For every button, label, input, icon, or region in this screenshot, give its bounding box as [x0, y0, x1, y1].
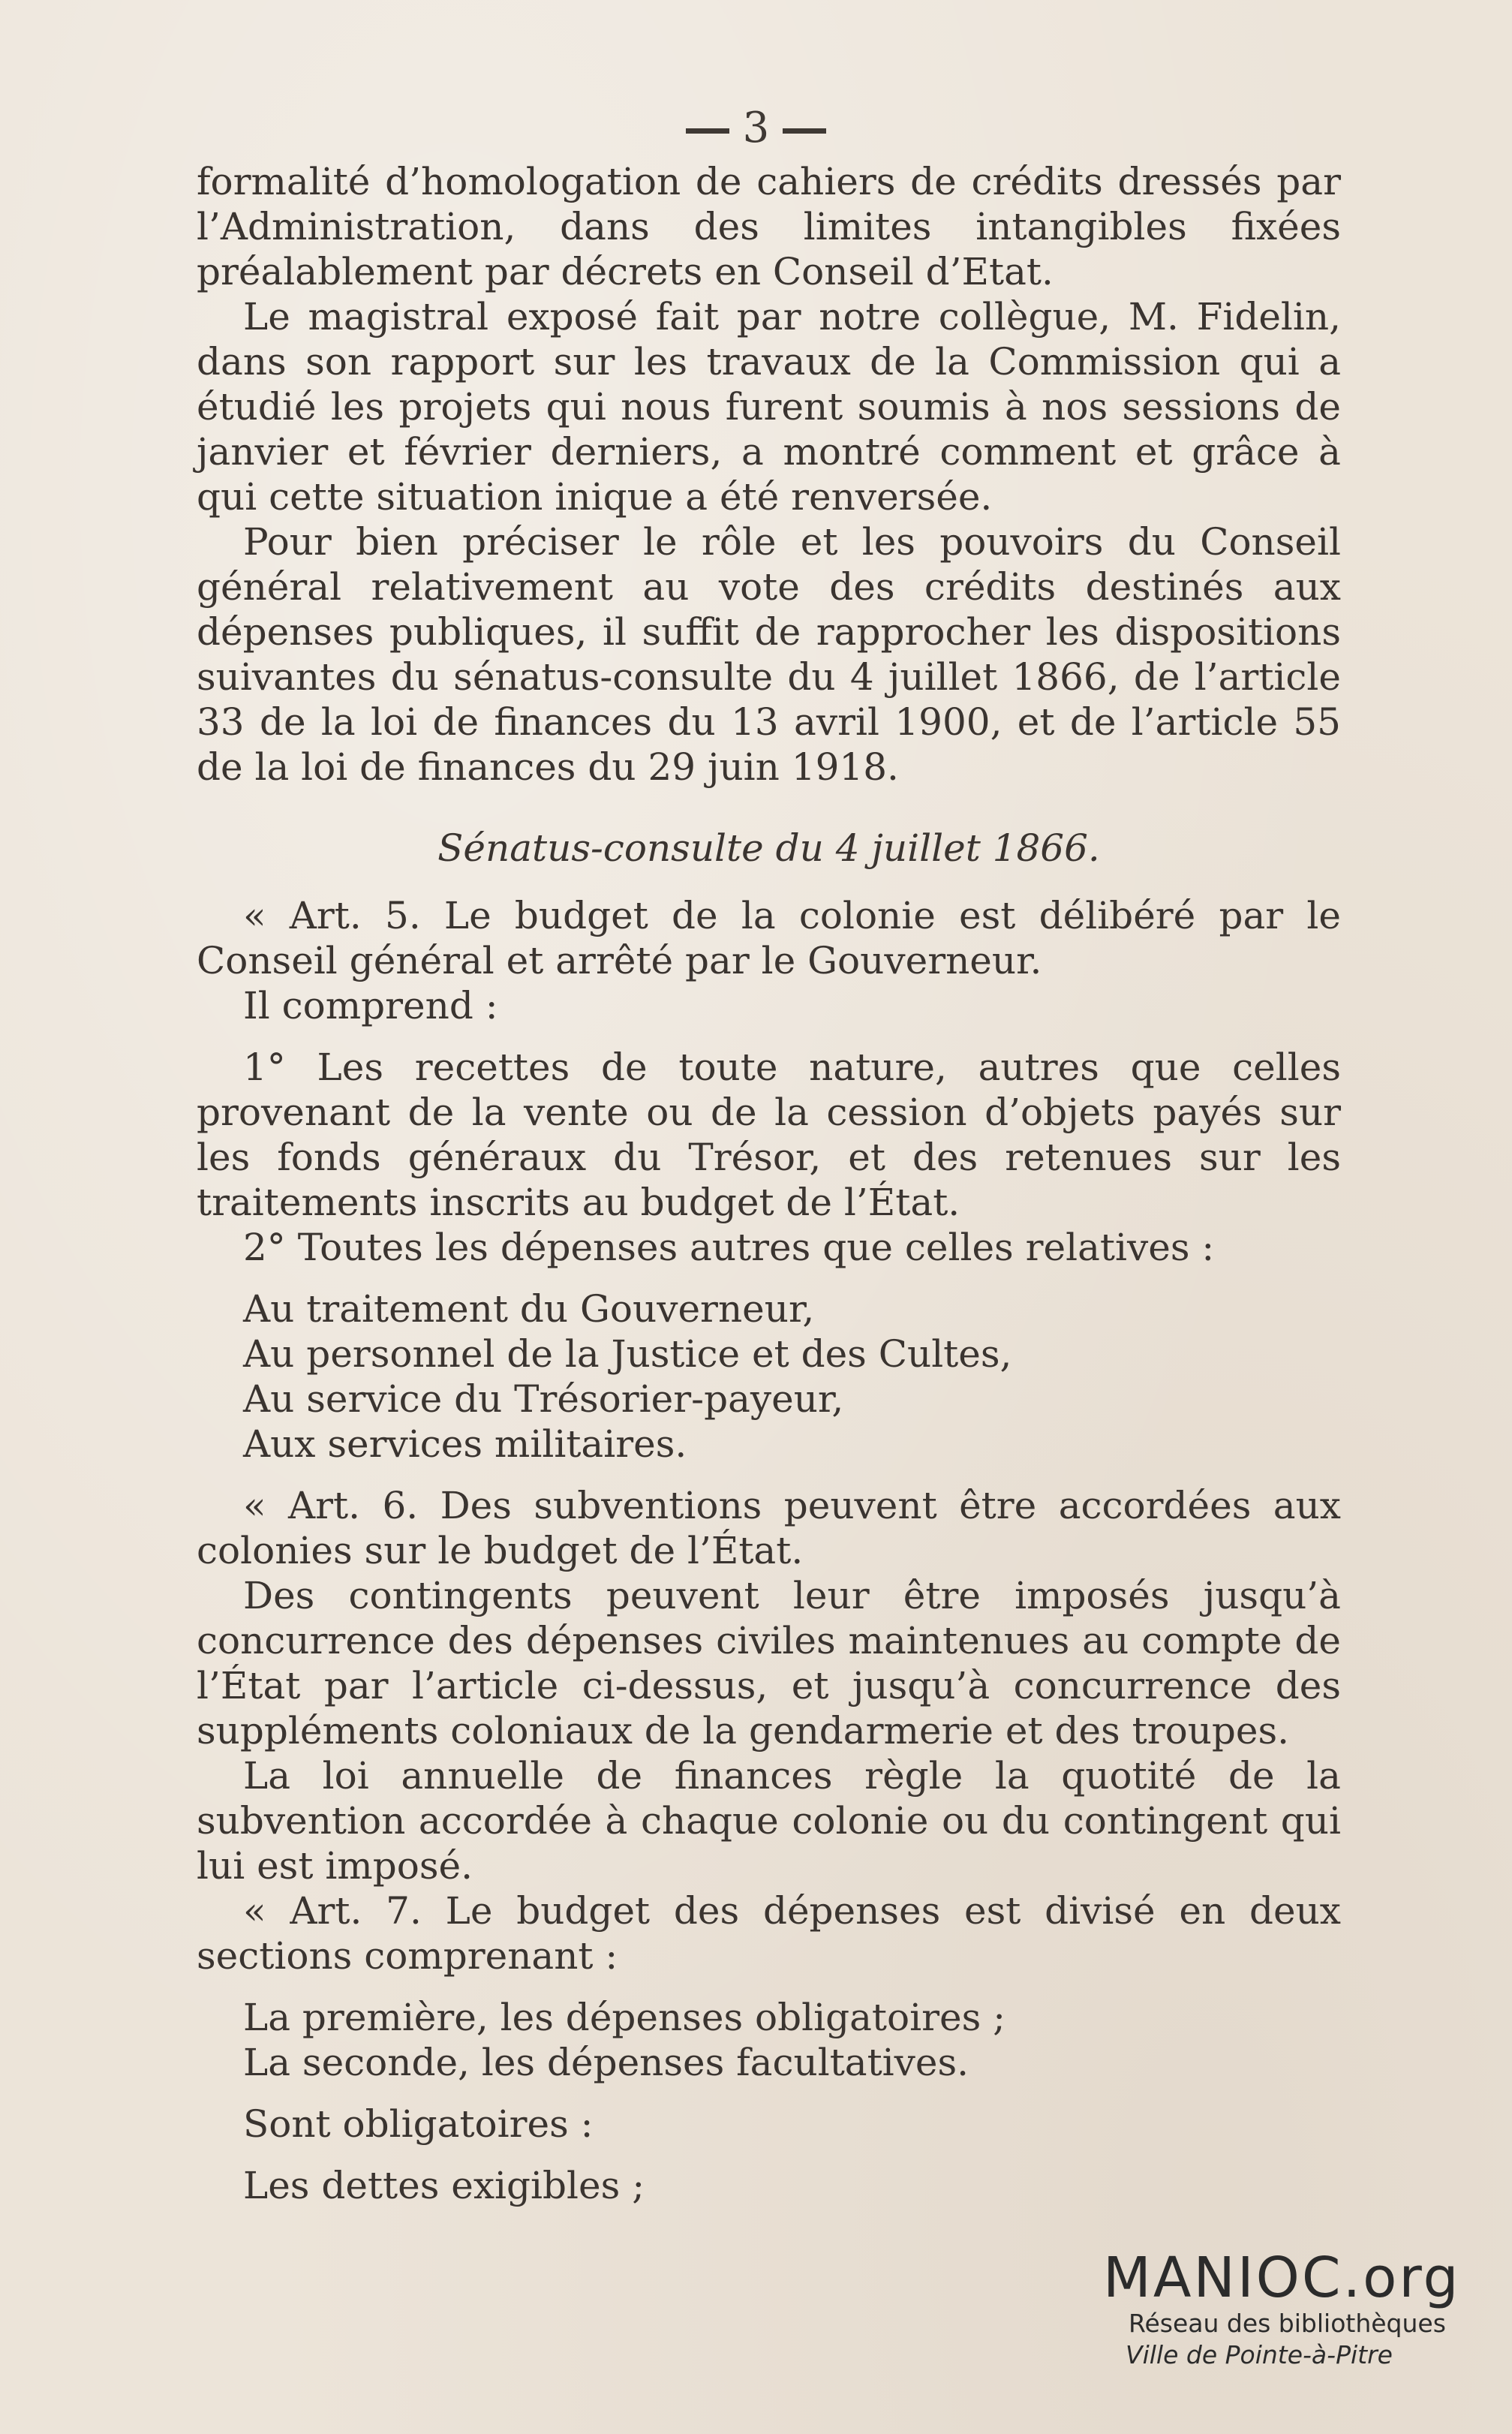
art7-intro: « Art. 7. Le budget des dépenses est divisé en deux sections comprenant :	[197, 1889, 1341, 1978]
art5-intro: « Art. 5. Le budget de la colonie est délibéré par le Conseil général et arrêté par le Gouverneur.	[197, 894, 1341, 982]
paragraph-fidelin: Le magistral exposé fait par notre collègue, M. Fidelin, dans son rapport sur les travaux de la Commission qui a étudié les projets qui nous furent soumis à nos sessions de janvier et février derniers, a montré comment et grâce à qui cette situation inique a été renversée.	[197, 295, 1341, 519]
articles-text	[197, 893, 1341, 2208]
art7-list-item: La première, les dépenses obligatoires ;	[243, 1996, 1005, 2039]
paragraph-continued: formalité d’homologation de cahiers de crédits dressés par l’Administration, dans des limites intangibles fixées préalablement par décrets en Conseil d’Etat.	[197, 160, 1341, 293]
art7-list-item: La seconde, les dépenses facultatives.	[243, 2041, 969, 2084]
art7-dettes: Les dettes exigibles ;	[243, 2164, 645, 2207]
paragraph-role: Pour bien préciser le rôle et les pouvoirs du Conseil général relativement au vote des crédits destinés aux dépenses publiques, il suffit de rapprocher les dispositions suivantes du sénatus-consulte du 4 juillet 1866, de l’article 33 de la loi de finances du 13 avril 1900, et de l’article 55 de la loi de finances du 29 juin 1918.	[197, 520, 1341, 789]
page-number	[0, 104, 1512, 152]
art5-item-1: 1° Les recettes de toute nature, autres que celles provenant de la vente ou de la cession d’objets payés sur les fonds généraux du Trésor, et des retenues sur les traitements inscrits au budget de l’État.	[197, 1046, 1341, 1224]
art7-obligatoires: Sont obligatoires :	[243, 2102, 594, 2146]
art5-list-item: Aux services militaires.	[243, 1422, 687, 1466]
manioc-watermark	[1103, 2248, 1478, 2371]
art5-list-item: Au service du Trésorier-payeur,	[243, 1377, 844, 1421]
dash-left	[686, 128, 729, 134]
watermark-brand: MANIOC.org	[1103, 2246, 1461, 2310]
watermark-city: Ville de Pointe-à-Pitre	[1126, 2340, 1393, 2369]
page-number-value: 3	[742, 104, 770, 152]
art5-list-item: Au traitement du Gouverneur,	[243, 1287, 815, 1331]
art6-loi: La loi annuelle de finances règle la quotité de la subvention accordée à chaque colonie ou du contingent qui lui est imposé.	[197, 1754, 1341, 1888]
art6-intro: « Art. 6. Des subventions peuvent être accordées aux colonies sur le budget de l’État.	[197, 1484, 1341, 1572]
art6-contingents: Des contingents peuvent leur être imposés jusqu’à concurrence des dépenses civiles maintenues au compte de l’État par l’article ci-dessus, et jusqu’à concurrence des suppléments coloniaux de la gendarmerie et des troupes.	[197, 1574, 1341, 1753]
intro-text	[197, 159, 1341, 790]
art5-comprend: Il comprend :	[243, 984, 498, 1027]
dash-right	[783, 128, 826, 134]
section-heading: Sénatus-consulte du 4 juillet 1866.	[437, 826, 1100, 870]
watermark-network: Réseau des bibliothèques	[1129, 2309, 1446, 2338]
art5-list-item: Au personnel de la Justice et des Cultes,	[243, 1332, 1012, 1376]
art5-item-2: 2° Toutes les dépenses autres que celles relatives :	[243, 1226, 1215, 1269]
